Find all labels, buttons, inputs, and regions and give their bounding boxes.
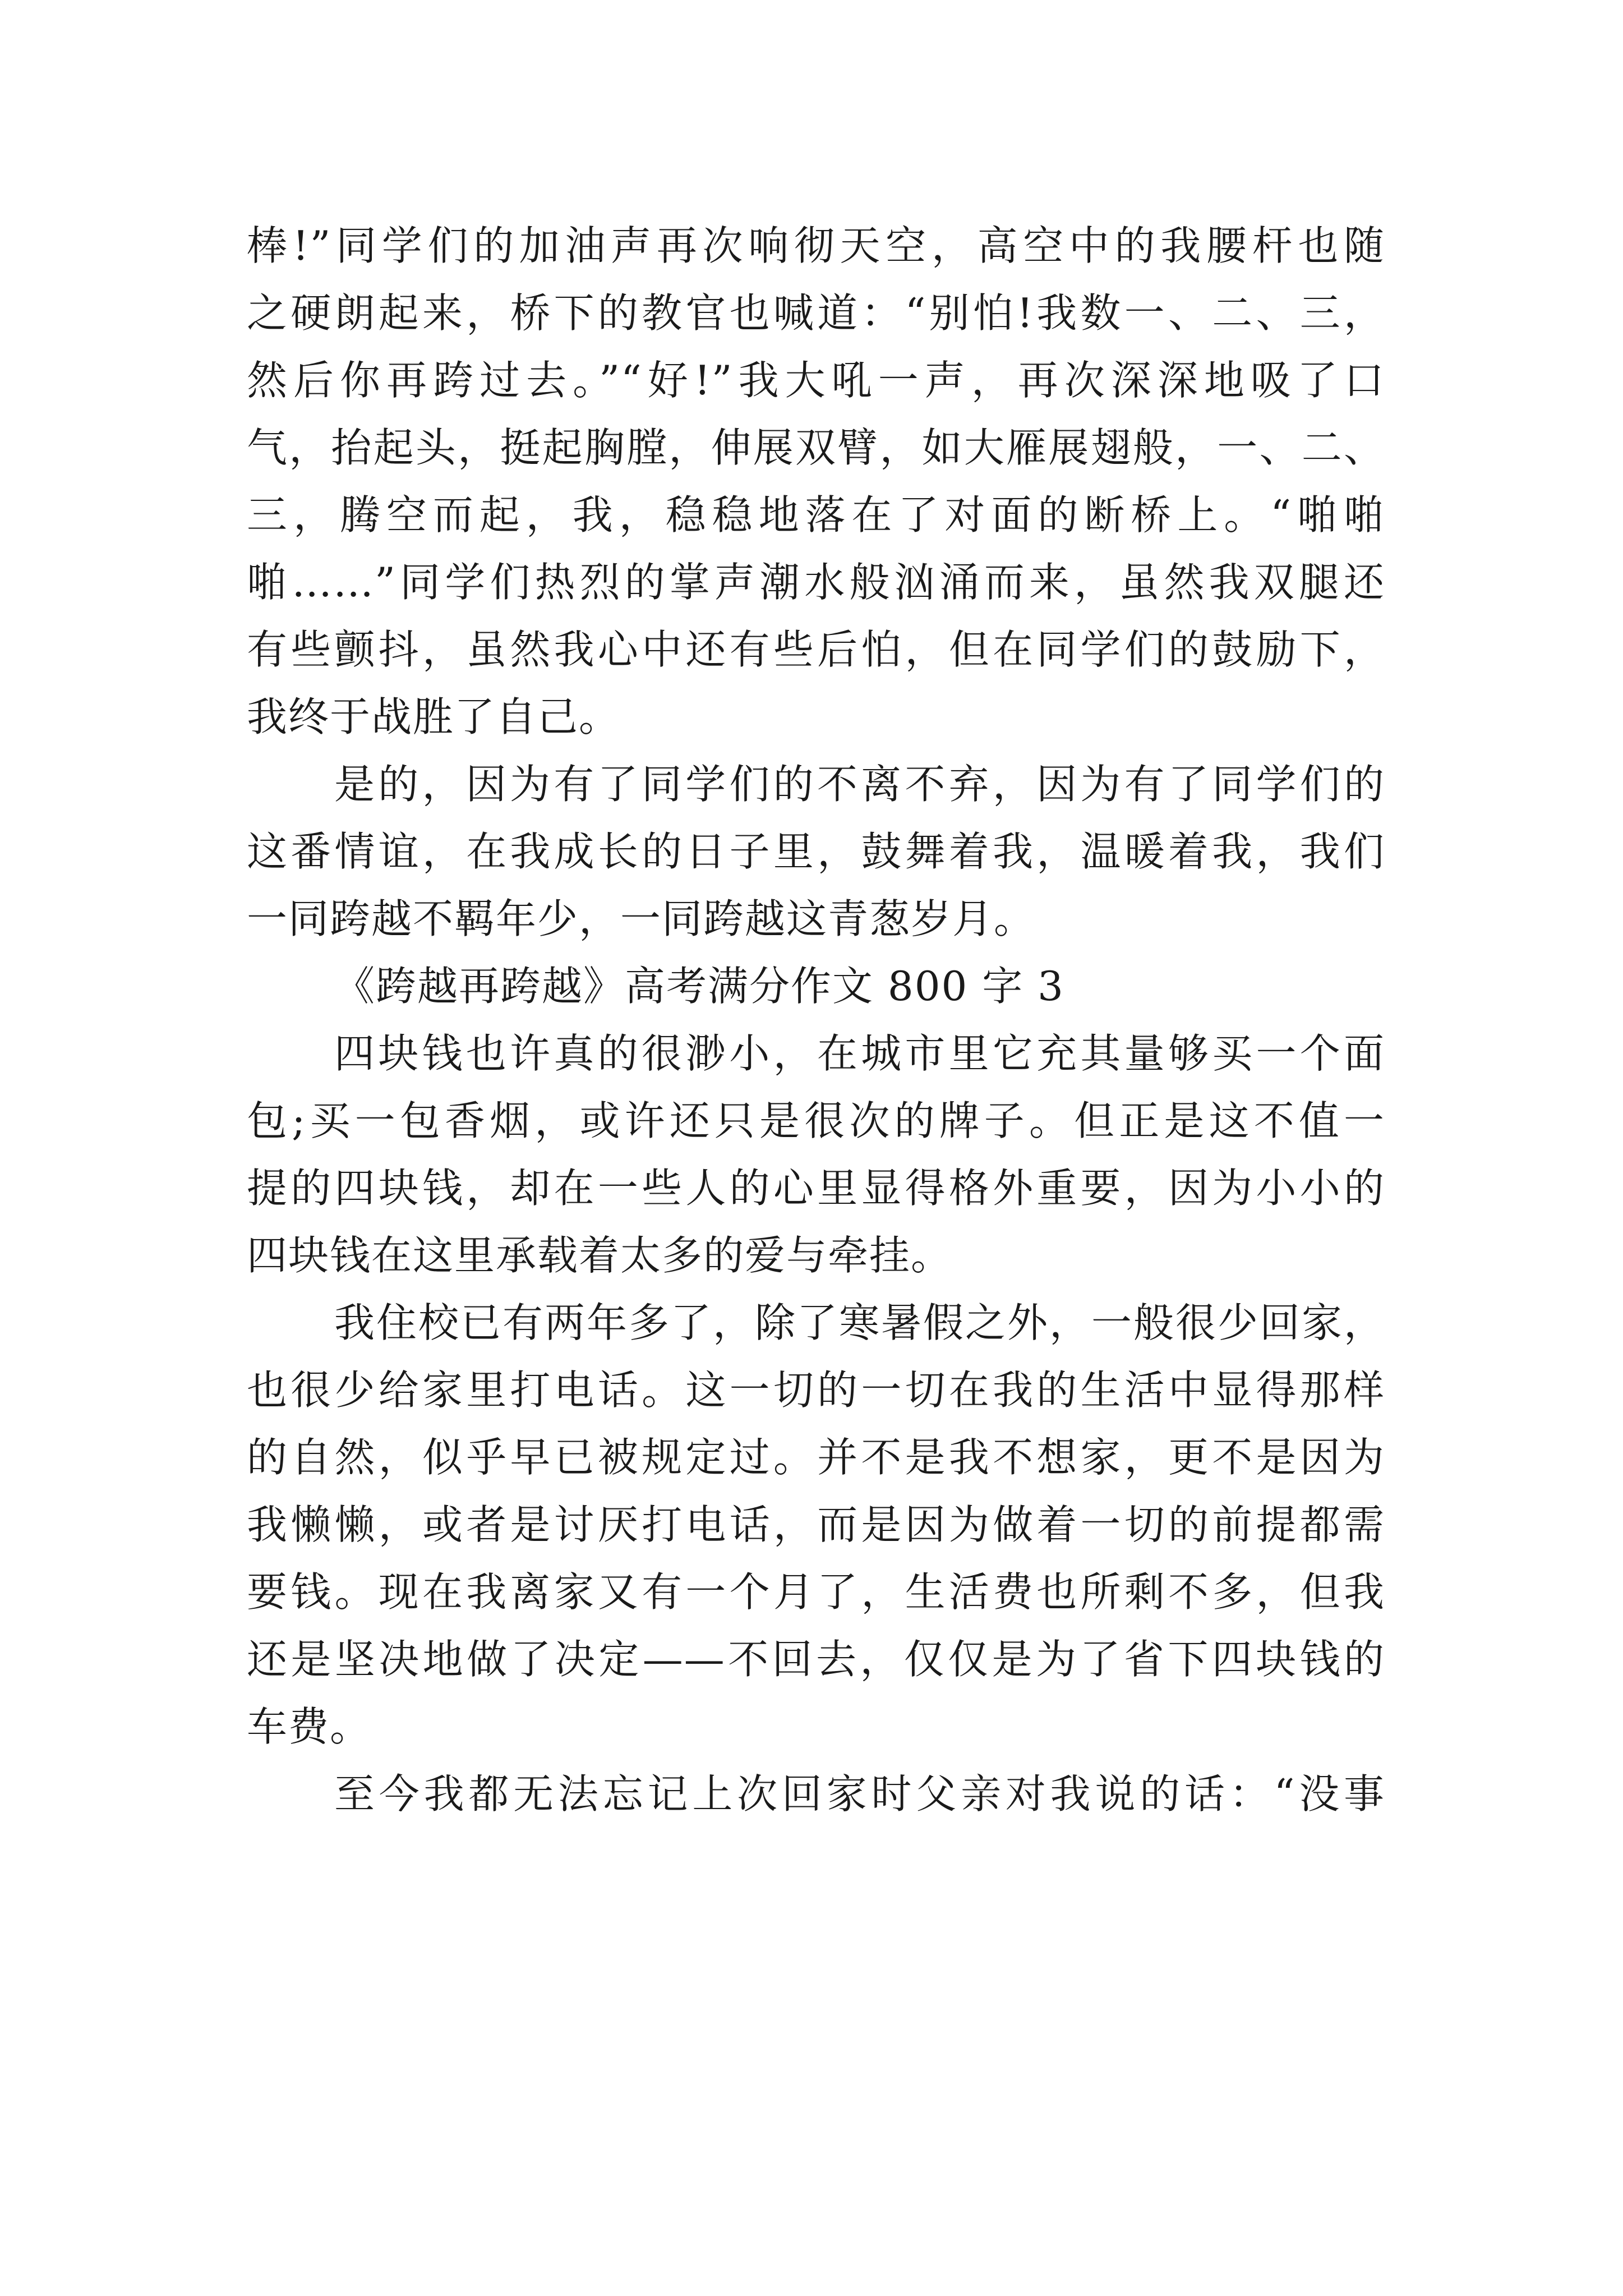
text-line: 四块钱也许真的很渺小，在城市里它充其量够买一个面 [334,1030,1385,1077]
text-line: 车费。 [247,1703,372,1750]
paragraph-four-yuan [247,1020,1385,1289]
paragraph-boarding-school [247,1289,1385,1760]
text-line: 啪……”同学们热烈的掌声潮水般汹涌而来，虽然我双腿还 [247,559,1385,606]
text-line: 有些颤抖，虽然我心中还有些后怕，但在同学们的鼓励下， [247,626,1385,673]
text-line: 气，抬起头，挺起胸膛，伸展双臂，如大雁展翅般，一、二、 [247,424,1385,471]
text-line: 也很少给家里打电话。这一切的一切在我的生活中显得那样 [247,1366,1385,1414]
text-line: 四块钱在这里承载着太多的爱与牵挂。 [247,1232,953,1279]
paragraph-bridge-crossing [247,212,1385,751]
text-line: 至今我都无法忘记上次回家时父亲对我说的话：“没事 [334,1770,1385,1818]
text-line: 提的四块钱，却在一些人的心里显得格外重要，因为小小的 [247,1165,1385,1212]
paragraph-father-words [247,1760,1385,1828]
text-line: 我懒懒，或者是讨厌打电话，而是因为做着一切的前提都需 [247,1501,1385,1548]
text-line: 是的，因为有了同学们的不离不弃，因为有了同学们的 [334,761,1385,808]
text-line: 之硬朗起来，桥下的教官也喊道：“别怕!我数一、二、三， [247,289,1385,337]
text-line: 三，腾空而起，我，稳稳地落在了对面的断桥上。“啪啪 [247,491,1385,539]
text-line: 要钱。现在我离家又有一个月了，生活费也所剩不多，但我 [247,1568,1385,1616]
text-line: 我终于战胜了自己。 [247,693,621,740]
essay-title [247,953,1385,1020]
text-line: 这番情谊，在我成长的日子里，鼓舞着我，温暖着我，我们 [247,828,1385,875]
text-line: 然后你再跨过去。”“好!”我大吼一声，再次深深地吸了口 [247,357,1385,404]
text-line: 我住校已有两年多了，除了寒暑假之外，一般很少回家， [334,1299,1385,1346]
paragraph-conclusion [247,751,1385,953]
text-line: 包;买一包香烟，或许还只是很次的牌子。但正是这不值一 [247,1097,1385,1144]
text-line: 棒!”同学们的加油声再次响彻天空，高空中的我腰杆也随 [247,222,1385,269]
document-page [247,212,1385,1828]
text-line: 一同跨越不羁年少，一同跨越这青葱岁月。 [247,895,1036,942]
essay-title-text: 《跨越再跨越》高考满分作文 800 字 3 [334,963,1064,1010]
text-line: 的自然，似乎早已被规定过。并不是我不想家，更不是因为 [247,1434,1385,1481]
text-line: 还是坚决地做了决定——不回去，仅仅是为了省下四块钱的 [247,1636,1385,1683]
